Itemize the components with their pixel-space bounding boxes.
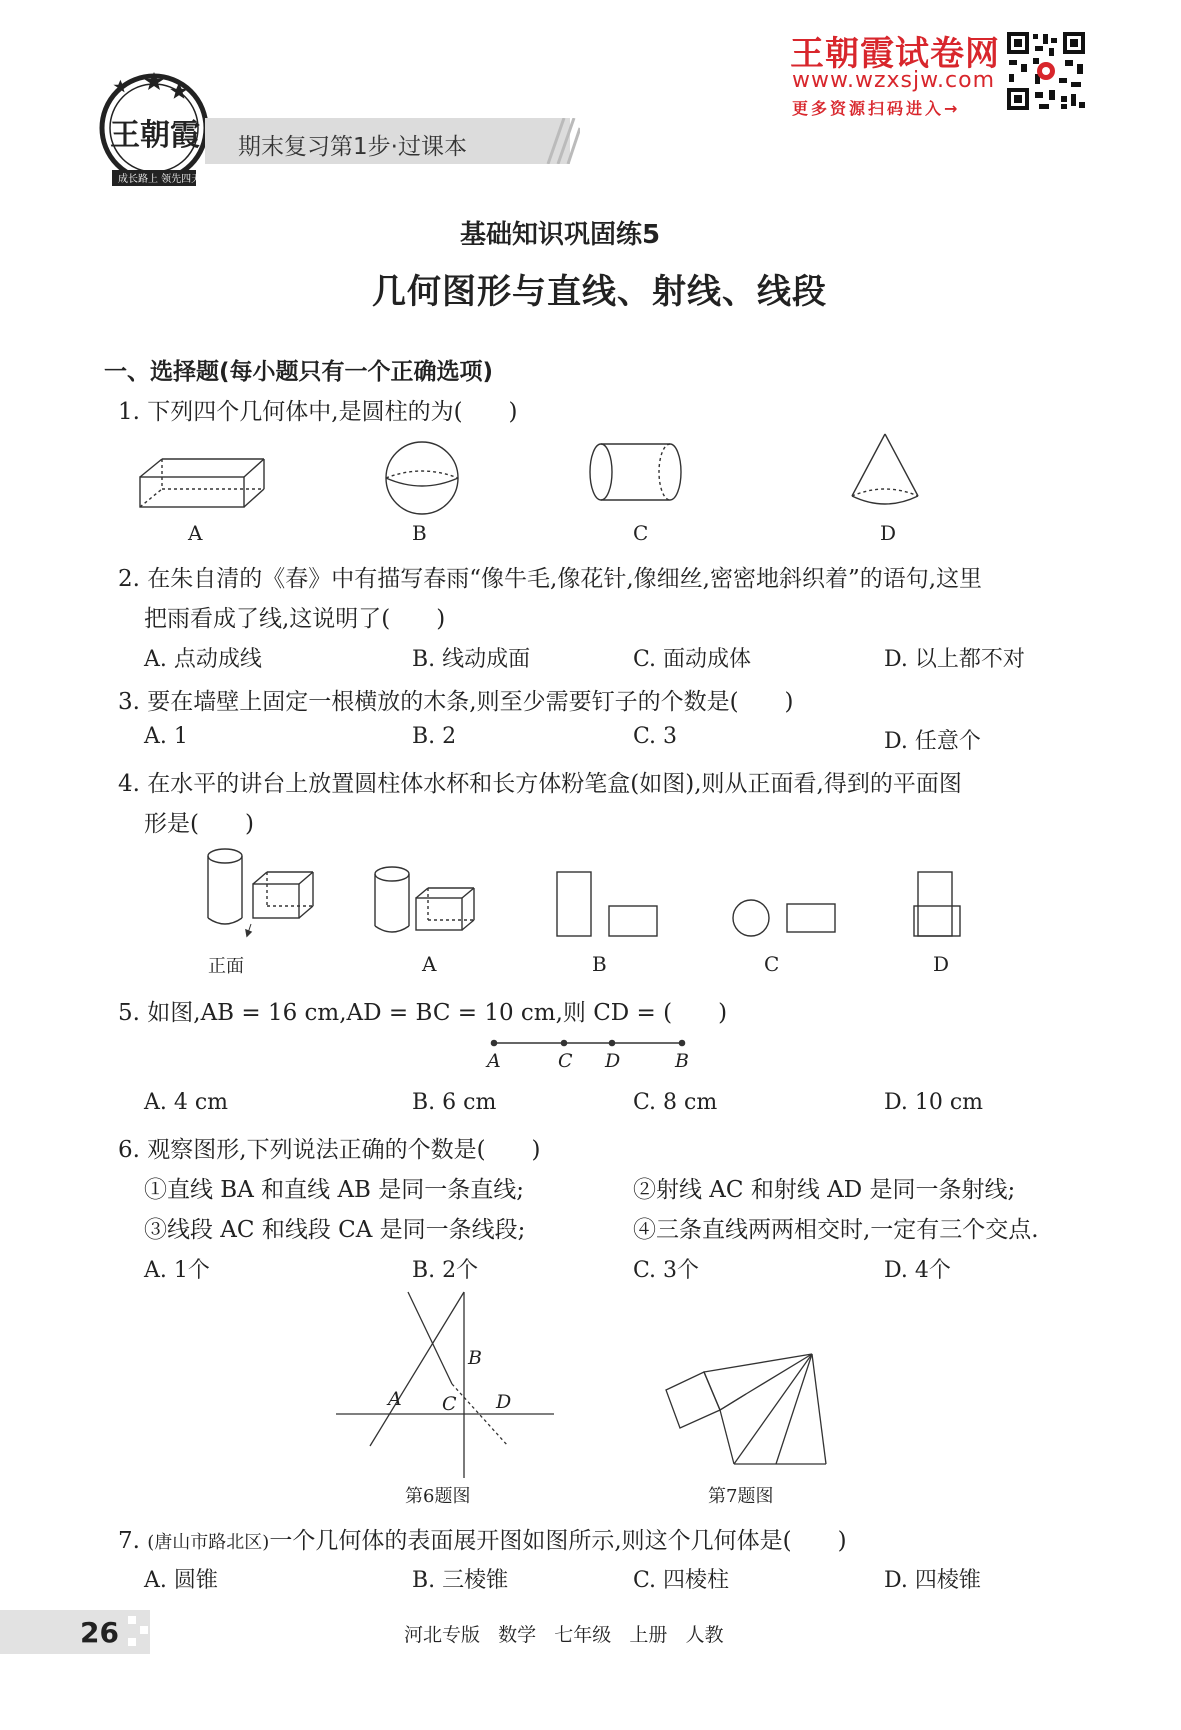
question-3-stem: 3. 要在墙壁上固定一根横放的木条,则至少需要钉子的个数是( ) — [118, 689, 794, 715]
q7-option-c[interactable]: C. 四棱柱 — [633, 1568, 730, 1593]
q6-point-d: D — [496, 1391, 512, 1413]
q1-label-d: D — [880, 521, 897, 545]
q1-label-c: C — [633, 521, 649, 545]
brand-scan-text: 更多资源扫码进入→ — [792, 99, 961, 118]
question-6-stem: 6. 观察图形,下列说法正确的个数是( ) — [118, 1137, 541, 1163]
logo-slogan: 成长路上 领先四天 — [118, 174, 202, 185]
q7-option-d[interactable]: D. 四棱锥 — [884, 1568, 981, 1593]
q1-sphere-figure — [382, 438, 462, 522]
q6-option-c[interactable]: C. 3个 — [633, 1258, 700, 1283]
q6-lines-figure — [330, 1290, 560, 1484]
q2-option-b[interactable]: B. 线动成面 — [412, 647, 531, 672]
q4-option-a-figure — [370, 864, 480, 942]
q6-statement-3: ③线段 AC 和线段 CA 是同一条线段; — [144, 1217, 526, 1243]
q6-caption: 第6题图 — [405, 1486, 471, 1507]
q4-label-b: B — [592, 952, 607, 976]
brand-title[interactable]: 王朝霞试卷网 — [790, 34, 1000, 74]
q6-statement-1: ①直线 BA 和直线 AB 是同一条直线; — [144, 1177, 525, 1203]
q7-stem-text: 一个几何体的表面展开图如图所示,则这个几何体是( ) — [269, 1528, 847, 1554]
q4-option-d-figure — [912, 870, 962, 944]
q1-label-b: B — [412, 521, 427, 545]
footer-squares — [126, 1612, 152, 1656]
q5-point-b: B — [675, 1050, 689, 1072]
q3-option-c[interactable]: C. 3 — [633, 724, 678, 749]
q2-option-a[interactable]: A. 点动成线 — [144, 647, 262, 672]
q7-net-figure — [662, 1350, 842, 1474]
qr-code-icon[interactable] — [1005, 30, 1087, 112]
question-7-stem — [118, 1522, 847, 1555]
subtitle: 基础知识巩固练5 — [460, 220, 661, 250]
q3-option-a[interactable]: A. 1 — [144, 724, 188, 749]
q7-source: (唐山市路北区) — [147, 1532, 270, 1553]
question-4-line2: 形是( ) — [144, 811, 254, 837]
q6-option-b[interactable]: B. 2个 — [412, 1258, 479, 1283]
q5-segment-figure — [488, 1034, 688, 1053]
q6-option-a[interactable]: A. 1个 — [144, 1258, 210, 1283]
q5-point-a: A — [487, 1050, 501, 1072]
q3-option-d[interactable]: D. 任意个 — [884, 729, 981, 754]
q2-option-c[interactable]: C. 面动成体 — [633, 647, 752, 672]
footer-info: 河北专版 数学 七年级 上册 人教 — [404, 1624, 724, 1646]
q4-label-a: A — [422, 952, 437, 976]
question-5-stem: 5. 如图,AB = 16 cm,AD = BC = 10 cm,则 CD = ( ) — [118, 1000, 728, 1026]
q4-original-figure — [203, 846, 323, 942]
q7-option-b[interactable]: B. 三棱锥 — [412, 1568, 509, 1593]
q7-number: 7. — [118, 1528, 148, 1554]
page-number: 26 — [80, 1616, 119, 1649]
q1-label-a: A — [188, 521, 203, 545]
q5-option-d[interactable]: D. 10 cm — [884, 1090, 984, 1115]
question-2-line1: 2. 在朱自清的《春》中有描写春雨“像牛毛,像花针,像细丝,密密地斜织着”的语句,这里 — [118, 566, 983, 592]
q6-statement-4: ④三条直线两两相交时,一定有三个交点. — [633, 1217, 1039, 1243]
q5-option-b[interactable]: B. 6 cm — [412, 1090, 497, 1115]
logo-text: 王朝霞 — [110, 118, 200, 153]
q2-option-d[interactable]: D. 以上都不对 — [884, 647, 1025, 672]
main-title: 几何图形与直线、射线、线段 — [372, 272, 827, 312]
q3-option-b[interactable]: B. 2 — [412, 724, 457, 749]
q6-point-b: B — [468, 1347, 482, 1369]
q1-cylinder-figure — [588, 440, 688, 508]
q6-point-a: A — [388, 1388, 402, 1410]
q1-cone-figure — [848, 430, 922, 514]
question-1-stem: 1. 下列四个几何体中,是圆柱的为( ) — [118, 399, 518, 425]
question-2-line2: 把雨看成了线,这说明了( ) — [144, 606, 446, 632]
q7-caption: 第7题图 — [708, 1486, 774, 1507]
q4-option-b-figure — [555, 870, 661, 944]
q4-option-c-figure — [731, 896, 841, 944]
q4-label-front: 正面 — [208, 956, 244, 977]
q1-cuboid-figure — [138, 455, 268, 515]
banner-text: 期末复习第1步·过课本 — [238, 134, 467, 160]
q5-point-c: C — [558, 1050, 573, 1072]
banner-stripes — [540, 118, 580, 168]
section-heading: 一、选择题(每小题只有一个正确选项) — [104, 359, 494, 385]
q5-option-c[interactable]: C. 8 cm — [633, 1090, 718, 1115]
q6-option-d[interactable]: D. 4个 — [884, 1258, 951, 1283]
q6-statement-2: ②射线 AC 和射线 AD 是同一条射线; — [633, 1177, 1016, 1203]
q4-label-c: C — [764, 952, 780, 976]
q5-point-d: D — [605, 1050, 621, 1072]
q6-point-c: C — [442, 1393, 457, 1415]
q5-option-a[interactable]: A. 4 cm — [144, 1090, 229, 1115]
q4-label-d: D — [933, 952, 950, 976]
brand-url[interactable]: www.wzxsjw.com — [792, 68, 996, 93]
question-4-line1: 4. 在水平的讲台上放置圆柱体水杯和长方体粉笔盒(如图),则从正面看,得到的平面图 — [118, 771, 962, 797]
q7-option-a[interactable]: A. 圆锥 — [144, 1568, 218, 1593]
